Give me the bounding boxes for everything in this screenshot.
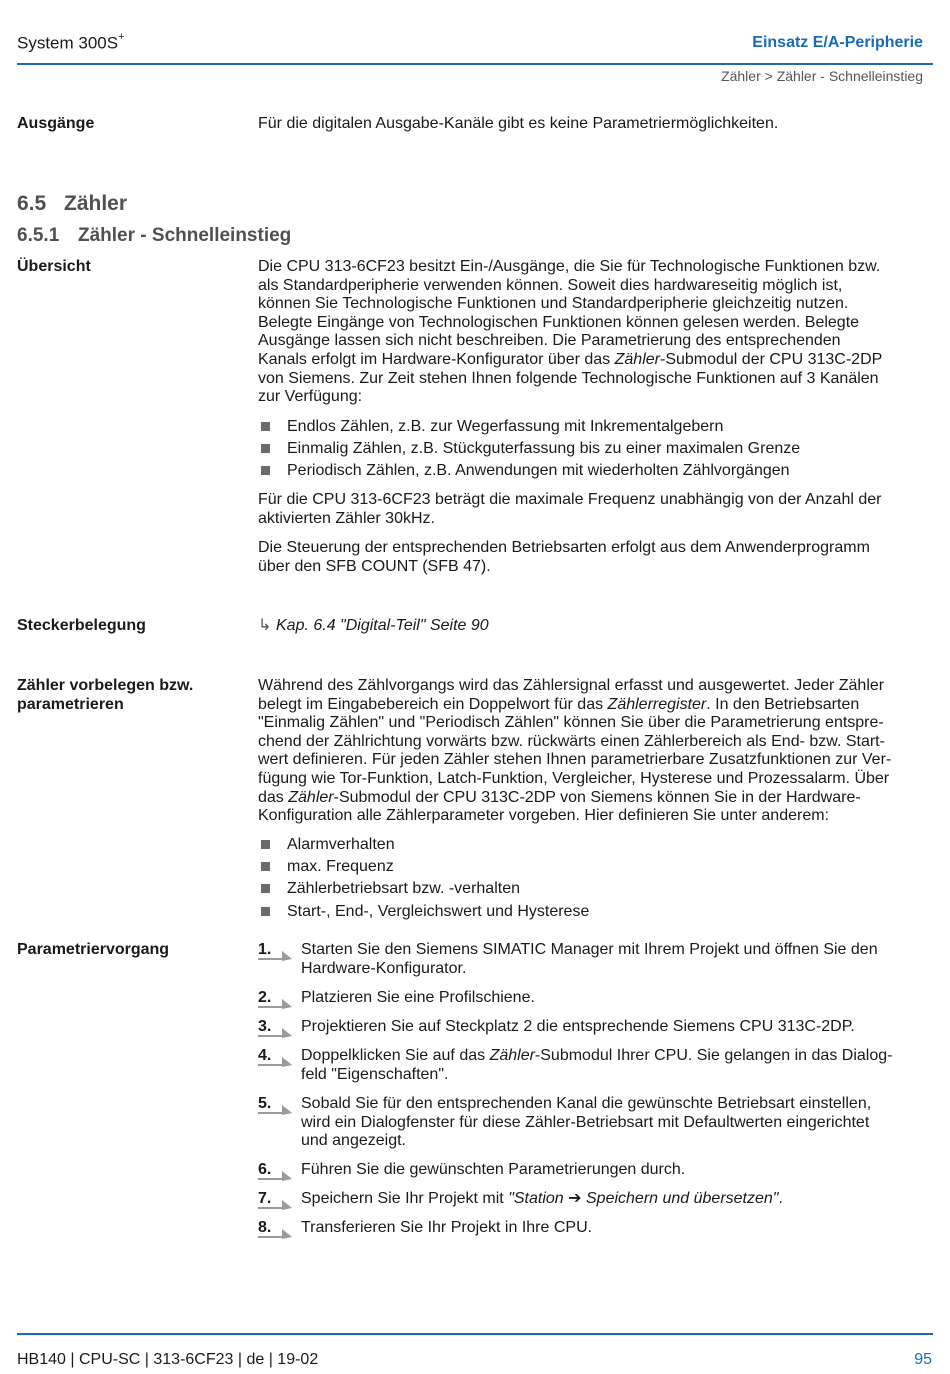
footer-rule (17, 1333, 933, 1335)
list-item: Zählerbetriebsart bzw. -verhalten (258, 880, 932, 902)
overview-line: Die CPU 313-6CF23 besitzt Ein-/Ausgänge, die Sie für Technologische Funktionen bzw. (258, 258, 881, 275)
list-item: Alarmverhalten (258, 836, 932, 858)
list-item: Start-, End-, Vergleichswert und Hysterese (258, 903, 932, 925)
cross-reference-link[interactable]: Kap. 6.4 "Digital-Teil" Seite 90 (276, 617, 489, 634)
pins-link[interactable] (258, 617, 932, 636)
step-item: 1. Starten Sie den Siemens SIMATIC Manager mit Ihrem Projekt und öffnen Sie den Hardware-Konfigurator. (258, 941, 878, 977)
overview-line: zur Verfügung: (258, 388, 363, 406)
list-item: Endlos Zählen, z.B. zur Wegerfassung mit Inkrementalgebern (258, 418, 932, 440)
text-line: wert definieren. Für jeden Zähler stehen Ihnen parametrierbare Zusatzfunktionen zur Ver- (258, 751, 892, 769)
step-number: 7. (258, 1190, 272, 1207)
step-number: 6. (258, 1161, 272, 1178)
square-bullet-icon (261, 884, 270, 893)
text-line: Konfiguration alle Zählerparameter vorgeben. Hier definieren Sie unter anderem: (258, 807, 829, 825)
square-bullet-icon (261, 862, 270, 871)
step-number: 1. (258, 941, 272, 958)
step-number: 8. (258, 1219, 272, 1236)
step-number: 3. (258, 1018, 272, 1035)
text-line: belegt im Eingabebereich ein Doppelwort für das Zählerregister. In den Betriebsarten (258, 695, 860, 713)
step-arrow-icon (258, 1229, 294, 1239)
step-item: 5. Sobald Sie für den entsprechenden Kanal die gewünschte Betriebsart einstellen, wird ein Dialogfenster für diese Zähler-Betriebsart mit Defaultwerten eingerichtet und angezeigt. (258, 1095, 872, 1150)
square-bullet-icon (261, 422, 270, 431)
step-arrow-icon (258, 1028, 294, 1038)
outputs-label: Ausgänge (17, 115, 95, 132)
step-arrow-icon (258, 1200, 294, 1210)
chapter-title: Einsatz E/A-Peripherie (752, 34, 923, 51)
control-text (258, 539, 932, 576)
label-line: Zähler vorbelegen bzw. (17, 677, 194, 694)
pins-label: Steckerbelegung (17, 617, 146, 634)
overview-line: Kanals erfolgt im Hardware-Konfigurator über das Zähler-Submodul der CPU 313C-2DP (258, 350, 883, 368)
step-number: 5. (258, 1095, 272, 1112)
text-line: Während des Zählvorgangs wird das Zählersignal erfasst und ausgewertet. Jeder Zähler (258, 677, 885, 694)
page-number: 95 (914, 1351, 932, 1368)
square-bullet-icon (261, 840, 270, 849)
link-arrow-icon: ↳ (258, 617, 272, 634)
step-item: 8. Transferieren Sie Ihr Projekt in Ihre CPU. (258, 1219, 932, 1238)
step-arrow-icon (258, 1057, 294, 1067)
overview-line: Ausgänge lassen sich nicht beschreiben. Die Parametrierung des entsprechenden (258, 332, 841, 350)
menu-arrow-icon: ➔ (568, 1190, 582, 1207)
step-number: 2. (258, 989, 272, 1006)
step-arrow-icon (258, 951, 294, 961)
step-item: 4. Doppelklicken Sie auf das Zähler-Submodul Ihrer CPU. Sie gelangen in das Dialog- feld "Eigenschaften". (258, 1047, 893, 1083)
text-line: Die Steuerung der entsprechenden Betriebsarten erfolgt aus dem Anwenderprogramm (258, 539, 870, 556)
procedure-steps (258, 941, 932, 1241)
text-line: aktivierten Zähler 30kHz. (258, 509, 435, 527)
overview-line: von Siemens. Zur Zeit stehen Ihnen folgende Technologische Funktionen auf 3 Kanälen (258, 369, 879, 387)
step-arrow-icon (258, 999, 294, 1009)
overview-text (258, 258, 932, 407)
text-line: fügung wie Tor-Funktion, Latch-Funktion, Vergleicher, Hysterese und Prozessalarm. Über (258, 769, 890, 787)
step-item: 2. Platzieren Sie eine Profilschiene. (258, 989, 932, 1008)
step-number: 4. (258, 1047, 272, 1064)
text-line: das Zähler-Submodul der CPU 313C-2DP von Siemens können Sie in der Hardware- (258, 788, 861, 806)
list-item: Einmalig Zählen, z.B. Stückguterfassung bis zu einer maximalen Grenze (258, 440, 932, 462)
preset-text (258, 677, 932, 826)
step-item: 6. Führen Sie die gewünschten Parametrierungen durch. (258, 1161, 932, 1180)
outputs-text: Für die digitalen Ausgabe-Kanäle gibt es keine Parametriermöglichkeiten. (258, 115, 779, 132)
document-id: HB140 | CPU-SC | 313-6CF23 | de | 19-02 (17, 1351, 319, 1368)
frequency-text (258, 491, 932, 528)
step-arrow-icon (258, 1171, 294, 1181)
list-item: Periodisch Zählen, z.B. Anwendungen mit wiederholten Zählvorgängen (258, 462, 932, 484)
label-line: parametrieren (17, 695, 124, 713)
text-line: "Einmalig Zählen" und "Periodisch Zählen" können Sie über die Parametrierung entspre- (258, 714, 884, 732)
step-arrow-icon (258, 1105, 294, 1115)
breadcrumb: Zähler > Zähler - Schnelleinstieg (721, 68, 923, 84)
preset-label (17, 677, 242, 714)
preset-bullets (258, 836, 932, 925)
subsection-heading: 6.5.1 Zähler - Schnelleinstieg (17, 225, 292, 246)
list-item: max. Frequenz (258, 858, 932, 880)
text-line: chend der Zählrichtung vorwärts bzw. rückwärts einen Zählerbereich als End- bzw. Start- (258, 732, 885, 750)
overview-line: können Sie Technologische Funktionen und Standardperipherie gleichzeitig nutzen. (258, 295, 849, 313)
square-bullet-icon (261, 444, 270, 453)
manual-title: System 300S+ (17, 31, 125, 53)
overview-bullets (258, 418, 932, 485)
section-heading: 6.5 Zähler (17, 192, 128, 215)
text-line: über den SFB COUNT (SFB 47). (258, 557, 491, 575)
text-line: Für die CPU 313-6CF23 beträgt die maximale Frequenz unabhängig von der Anzahl der (258, 491, 882, 508)
square-bullet-icon (261, 466, 270, 475)
header-rule (17, 63, 933, 65)
overview-line: Belegte Eingänge von Technologischen Funktionen können gelesen werden. Belegte (258, 313, 860, 331)
procedure-label: Parametriervorgang (17, 941, 170, 958)
square-bullet-icon (261, 907, 270, 916)
step-item: 3. Projektieren Sie auf Steckplatz 2 die entsprechende Siemens CPU 313C-2DP. (258, 1018, 932, 1037)
step-item: 7. Speichern Sie Ihr Projekt mit "Station ➔ Speichern und übersetzen". (258, 1190, 932, 1209)
overview-label: Übersicht (17, 258, 91, 275)
overview-line: als Standardperipherie verwenden können. Soweit dies hardwareseitig möglich ist, (258, 276, 843, 294)
